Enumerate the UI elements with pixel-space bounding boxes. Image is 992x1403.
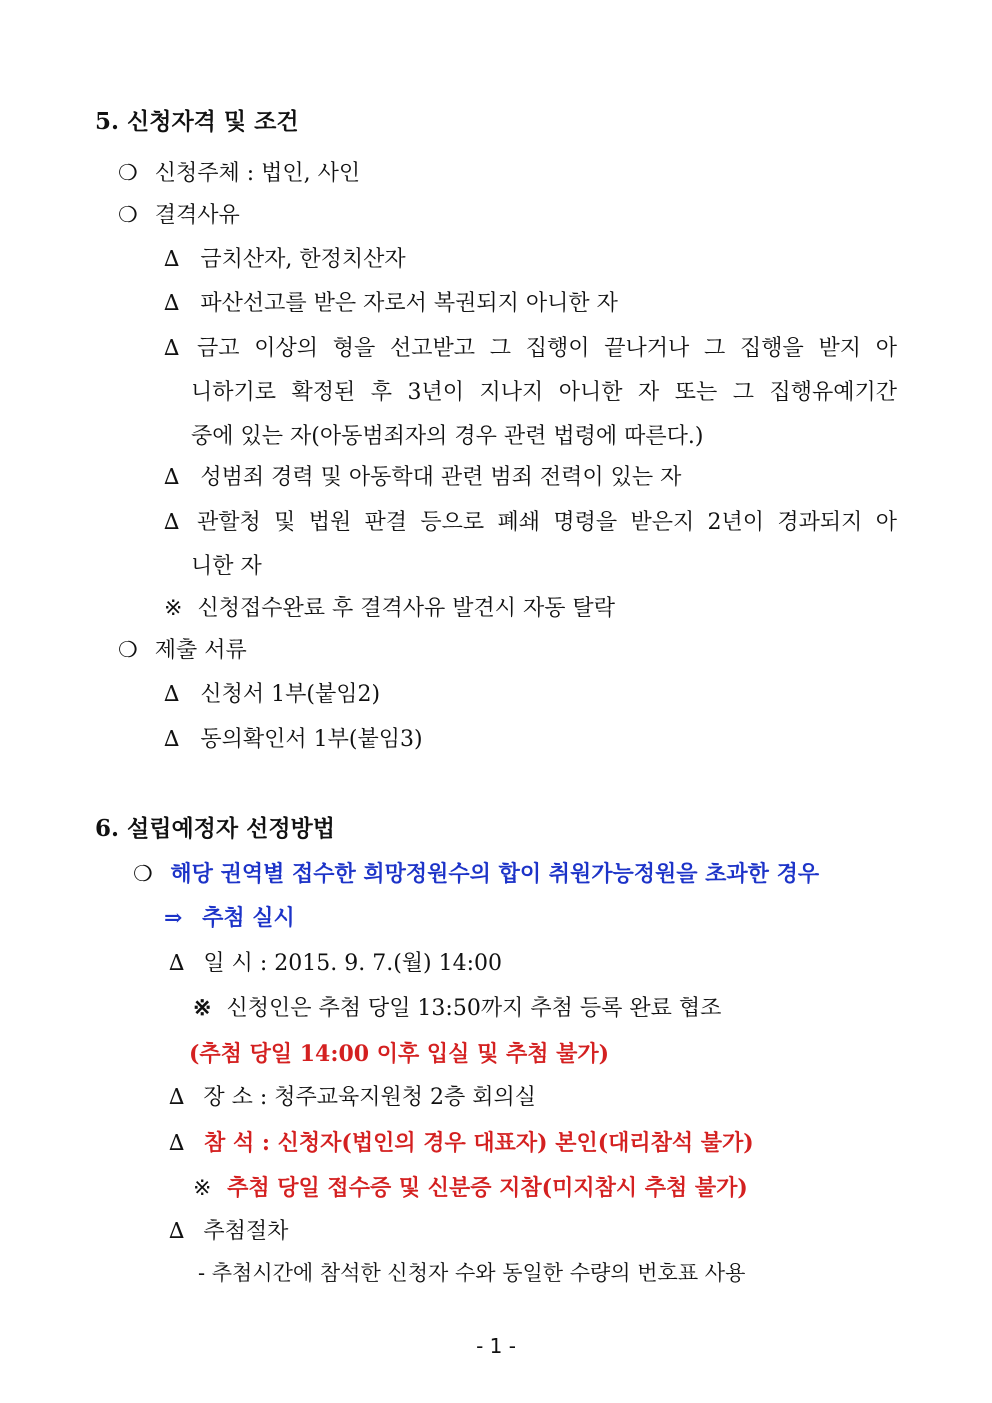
list-item-text: 추첨 당일 접수증 및 신분증 지참(미지참시 추첨 불가) xyxy=(227,1175,748,1201)
list-item-text: 제출 서류 xyxy=(154,638,247,663)
list-item-text: 추첨절차 xyxy=(203,1219,289,1244)
list-item xyxy=(118,201,240,231)
list-item-text: 성범죄 경력 및 아동학대 관련 범죄 전력이 있는 자 xyxy=(200,465,682,490)
list-item-text: 동의확인서 1부(붙임3) xyxy=(200,727,423,752)
circle-bullet-icon: ❍ xyxy=(118,161,138,186)
list-item-text: - 추첨시간에 참석한 신청자 수와 동일한 수량의 번호표 사용 xyxy=(198,1261,746,1285)
list-item xyxy=(169,949,502,979)
list-item-text: 참 석 : 신청자(법인의 경우 대표자) 본인(대리참석 불가) xyxy=(204,1130,754,1156)
list-item-text: 니하기로 확정된 후 3년이 지나지 아니한 자 또는 그 집행유예기간 xyxy=(191,380,897,405)
list-item-text: 신청주체 : 법인, 사인 xyxy=(154,161,361,186)
list-item xyxy=(164,903,295,933)
section-5-title: 5. 신청자격 및 조건 xyxy=(95,108,299,135)
list-item xyxy=(118,636,247,666)
triangle-bullet-icon: ∆ xyxy=(164,510,180,535)
triangle-bullet-icon: ∆ xyxy=(169,1131,185,1156)
circle-bullet-icon: ❍ xyxy=(118,203,138,228)
list-item-text: 해당 권역별 접수한 희망정원수의 합이 취원가능정원을 초과한 경우 xyxy=(170,861,820,887)
list-item-text: 신청접수완료 후 결격사유 발견시 자동 탈락 xyxy=(197,596,615,621)
list-item xyxy=(164,725,423,755)
list-item-text: 금치산자, 한정치산자 xyxy=(200,247,406,272)
list-item-text: 중에 있는 자(아동범죄자의 경우 관련 법령에 따른다.) xyxy=(191,424,704,449)
triangle-bullet-icon: ∆ xyxy=(169,1219,185,1244)
list-item-text: 추첨 실시 xyxy=(202,905,295,931)
list-item-text: 신청인은 추첨 당일 13:50까지 추첨 등록 완료 협조 xyxy=(226,996,722,1021)
list-item-text: 니한 자 xyxy=(191,554,262,579)
list-item-text: 관할청 및 법원 판결 등으로 폐쇄 명령을 받은지 2년이 경과되지 아 xyxy=(197,510,897,535)
double-arrow-icon: ⇒ xyxy=(164,905,183,931)
list-item xyxy=(164,334,179,364)
list-item xyxy=(193,1173,748,1204)
list-item-text: 신청서 1부(붙임2) xyxy=(200,682,381,707)
list-item-text: 금고 이상의 형을 선고받고 그 집행이 끝나거나 그 집행을 받지 아 xyxy=(197,336,897,361)
triangle-bullet-icon: ∆ xyxy=(164,682,180,707)
triangle-bullet-icon: ∆ xyxy=(169,951,185,976)
reference-mark-icon: ※ xyxy=(193,1176,212,1201)
page-number: - 1 - xyxy=(476,1334,516,1358)
triangle-bullet-icon: ∆ xyxy=(164,465,180,490)
triangle-bullet-icon: ∆ xyxy=(164,291,180,316)
warning-text: (추첨 당일 14:00 이후 입실 및 추첨 불가) xyxy=(189,1041,610,1067)
list-item xyxy=(169,1217,288,1247)
list-item xyxy=(133,859,819,890)
list-item-text: 장 소 : 청주교육지원청 2층 회의실 xyxy=(203,1085,537,1110)
circle-bullet-icon: ❍ xyxy=(118,638,138,663)
reference-mark-icon: ※ xyxy=(193,995,212,1021)
list-item-text: 파산선고를 받은 자로서 복권되지 아니한 자 xyxy=(200,291,618,316)
circle-bullet-icon: ❍ xyxy=(133,862,153,887)
triangle-bullet-icon: ∆ xyxy=(164,336,180,361)
list-item-text: 일 시 : 2015. 9. 7.(월) 14:00 xyxy=(203,951,503,976)
section-6-title: 6. 설립예정자 선정방법 xyxy=(95,815,335,842)
list-item xyxy=(169,1128,754,1159)
triangle-bullet-icon: ∆ xyxy=(164,247,180,272)
triangle-bullet-icon: ∆ xyxy=(169,1085,185,1110)
reference-mark-icon: ※ xyxy=(164,596,183,621)
list-item xyxy=(164,289,618,319)
list-item xyxy=(164,508,179,538)
list-item xyxy=(164,680,380,710)
list-item xyxy=(169,1083,536,1113)
list-item xyxy=(164,245,406,275)
list-item xyxy=(193,993,721,1024)
triangle-bullet-icon: ∆ xyxy=(164,727,180,752)
list-item xyxy=(118,159,360,189)
list-item xyxy=(164,463,681,493)
list-item-text: 결격사유 xyxy=(154,203,240,228)
list-item xyxy=(164,594,615,624)
